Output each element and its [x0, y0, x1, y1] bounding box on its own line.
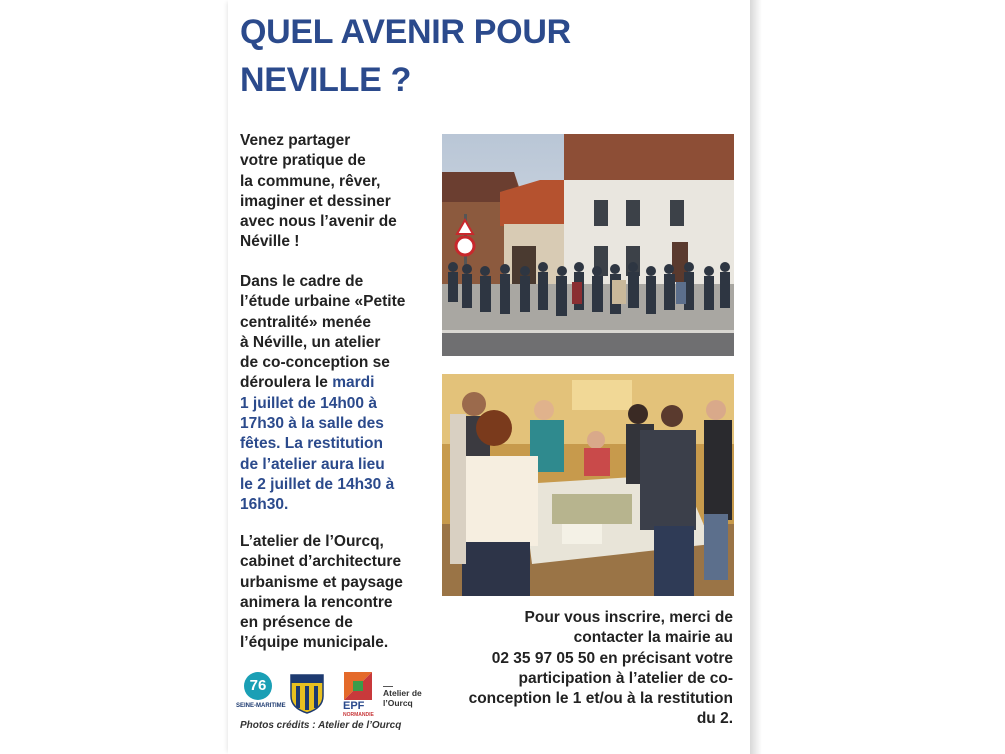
event-line: le 2 juillet de 14h30 à [240, 475, 395, 493]
photo-credit: Photos crédits : Atelier de l’Ourcq [240, 720, 402, 731]
title-line-2: NEVILLE ? [240, 61, 412, 99]
seine-maritime-number: 76 [244, 672, 272, 700]
left-column-text [240, 131, 440, 652]
intro-line: votre pratique de [240, 152, 366, 170]
intro-line: avec nous l’avenir de [240, 213, 397, 231]
title-line-1: QUEL AVENIR POUR [240, 13, 571, 51]
intro-line: Néville ! [240, 233, 300, 251]
context-line: l’étude urbaine «Petite [240, 293, 406, 311]
event-line: 1 juillet de 14h00 à [240, 394, 377, 412]
signup-line: 02 35 97 05 50 en précisant votre [491, 649, 733, 667]
partner-logos [236, 672, 436, 722]
context-line: de co-conception se [240, 354, 390, 372]
ourcq-line-2: l’Ourcq [383, 698, 413, 708]
page-edge-shadow [750, 0, 762, 754]
event-line: 17h30 à la salle des [240, 415, 384, 433]
workshop-photo [442, 374, 734, 596]
context-line: centralité» menée [240, 313, 371, 331]
organizer-line: en présence de [240, 614, 353, 632]
neville-crest-icon [290, 674, 324, 714]
signup-line: conception le 1 et/ou à la restitution [468, 690, 733, 708]
seine-maritime-logo [236, 672, 286, 718]
organizer-line: l’équipe municipale. [240, 634, 389, 652]
epf-label: EPF [343, 700, 365, 712]
intro-line: imaginer et dessiner [240, 192, 391, 210]
epf-normandie-logo [340, 672, 380, 718]
page-title [240, 8, 740, 104]
ourcq-line-1: Atelier de [383, 688, 422, 698]
event-date-start: mardi [332, 374, 375, 392]
organizer-line: urbanisme et paysage [240, 573, 403, 591]
event-line: fêtes. La restitution [240, 435, 383, 453]
organizer-line: cabinet d’architecture [240, 553, 402, 571]
signup-paragraph [430, 608, 733, 730]
organizer-line: L’atelier de l’Ourcq, [240, 533, 384, 550]
context-paragraph [240, 272, 440, 516]
epf-emblem-icon [344, 672, 372, 700]
street-meeting-photo [442, 134, 734, 356]
organizer-paragraph [240, 532, 440, 654]
organizer-line: animera la rencontre [240, 593, 393, 611]
event-line: 16h30. [240, 496, 289, 514]
event-line: de l’atelier aura lieu [240, 455, 385, 473]
ourcq-divider [383, 686, 393, 687]
signup-line: participation à l’atelier de co- [518, 669, 733, 687]
context-line: à Néville, un atelier [240, 333, 381, 351]
context-line-start: déroulera le [240, 374, 333, 392]
context-line-mixed [240, 373, 440, 393]
intro-line: la commune, rêver, [240, 172, 381, 190]
signup-line: contacter la mairie au [573, 629, 733, 647]
seine-maritime-name: SEINE-MARITIME [236, 703, 286, 709]
atelier-ourcq-logo [383, 686, 422, 708]
intro-line: Venez partager [240, 132, 351, 149]
context-line: Dans le cadre de [240, 273, 364, 290]
intro-paragraph [240, 131, 440, 253]
signup-line: du 2. [696, 710, 733, 728]
epf-sub-label: NORMANDIE [343, 712, 374, 718]
signup-line: Pour vous inscrire, merci de [524, 609, 733, 626]
